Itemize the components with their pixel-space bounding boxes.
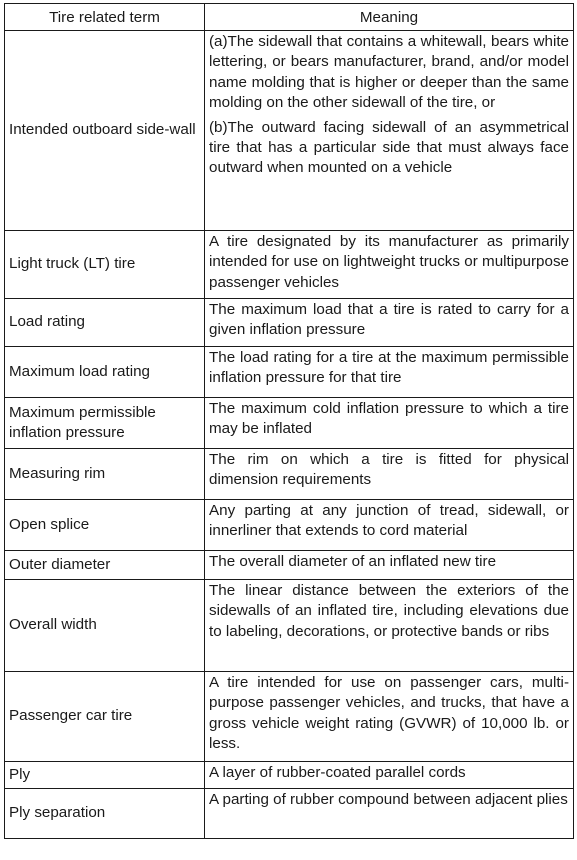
term-cell: Ply separation (5, 789, 205, 839)
table-row (5, 672, 574, 762)
header-meaning: Meaning (205, 4, 574, 31)
header-term: Tire related term (5, 4, 205, 31)
meaning-cell (205, 449, 574, 500)
term-cell: Overall width (5, 580, 205, 672)
meaning-cell (205, 551, 574, 580)
meaning-cell (205, 580, 574, 672)
table-row (5, 789, 574, 839)
term-cell: Ply (5, 762, 205, 789)
term-cell: Outer diameter (5, 551, 205, 580)
meaning-cell (205, 789, 574, 839)
table-row (5, 500, 574, 551)
table-row (5, 449, 574, 500)
table-row (5, 231, 574, 299)
table-row (5, 31, 574, 231)
meaning-paragraph: A tire intended for use on passenger cars, multipurpose passenger vehicles, and trucks, that have a gross vehicle weight rating (GVWR) of 10,000 lb. or less. (209, 674, 569, 753)
meaning-cell (205, 299, 574, 347)
tire-terms-table (4, 3, 574, 839)
meaning-paragraph: A layer of rubber-coated parallel cords (209, 764, 466, 781)
meaning-paragraph: (b)The outward facing sidewall of an asymmetrical tire that has a particular side that must always face outward when mounted on a vehicle (209, 118, 569, 177)
term-cell: Passenger car tire (5, 672, 205, 762)
table-row (5, 347, 574, 398)
meaning-paragraph: The overall diameter of an inflated new tire (209, 553, 497, 570)
meaning-cell (205, 31, 574, 231)
meaning-cell (205, 762, 574, 789)
term-cell: Maximum permissible inflation pressure (5, 398, 205, 449)
meaning-cell (205, 347, 574, 398)
meaning-paragraph: The rim on which a tire is fitted for physical dimension requirements (209, 451, 569, 489)
meaning-cell (205, 398, 574, 449)
meaning-cell (205, 500, 574, 551)
meaning-cell (205, 672, 574, 762)
term-cell: Measuring rim (5, 449, 205, 500)
term-cell: Open splice (5, 500, 205, 551)
term-cell: Intended outboard side-wall (5, 31, 205, 231)
meaning-paragraph: The maximum cold inflation pressure to which a tire may be inflated (209, 400, 569, 438)
table-row (5, 398, 574, 449)
meaning-paragraph: A parting of rubber compound between adjacent plies (209, 791, 568, 808)
table-row (5, 551, 574, 580)
meaning-paragraph: Any parting at any junction of tread, sidewall, or innerliner that extends to cord material (209, 502, 569, 540)
meaning-paragraph: (a)The sidewall that contains a whitewall, bears white lettering, or bears manufacturer, brand, and/or model name molding that is higher or deeper than the same molding on the other sidewall of the tire, or (209, 33, 569, 112)
meaning-cell (205, 231, 574, 299)
table-header-row (5, 4, 574, 31)
meaning-paragraph: The maximum load that a tire is rated to carry for a given inflation pressure (209, 301, 569, 339)
term-cell: Maximum load rating (5, 347, 205, 398)
term-cell: Light truck (LT) tire (5, 231, 205, 299)
table-row (5, 299, 574, 347)
meaning-paragraph: The linear distance between the exteriors of the sidewalls of an inflated tire, including elevations due to labeling, decorations, or protective bands or ribs (209, 582, 569, 640)
table-row (5, 762, 574, 789)
meaning-paragraph: A tire designated by its manufacturer as primarily intended for use on lightweight trucks or multipurpose passenger vehicles (209, 233, 569, 291)
meaning-paragraph: The load rating for a tire at the maximum permissible inflation pressure for that tire (209, 349, 569, 387)
term-cell: Load rating (5, 299, 205, 347)
table-row (5, 580, 574, 672)
